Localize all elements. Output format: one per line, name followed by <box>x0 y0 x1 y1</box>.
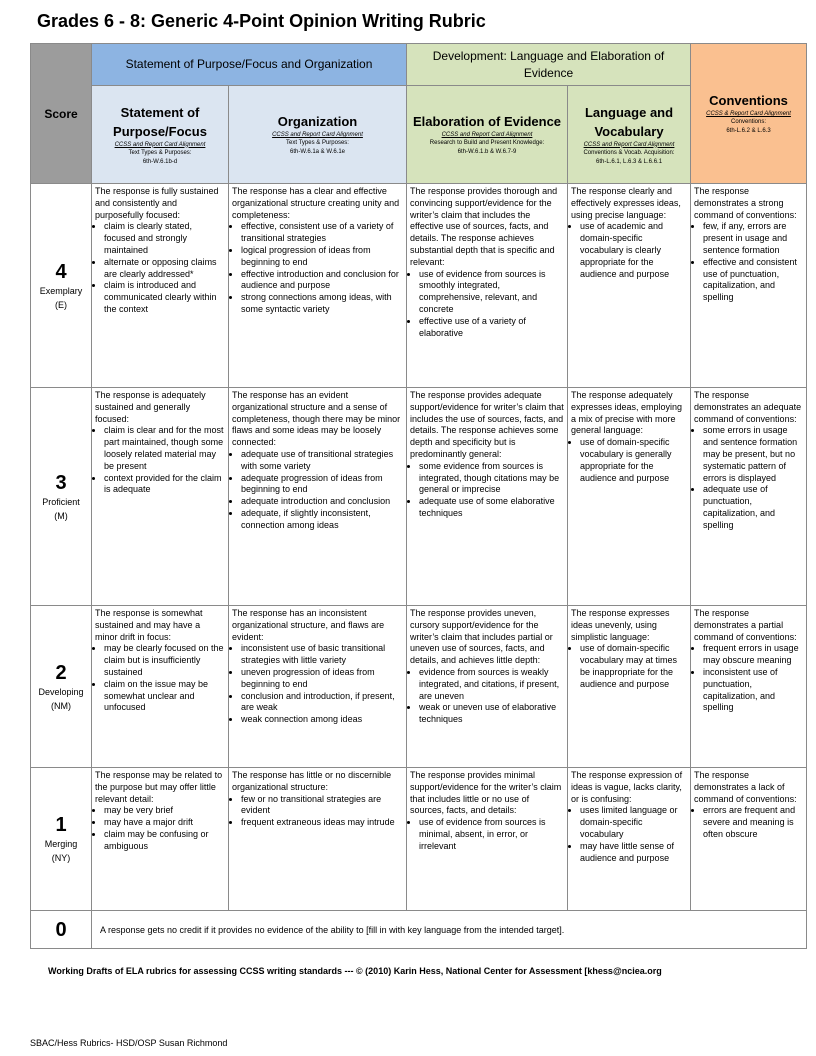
descriptor-bullet: • frequent extraneous ideas may intrude <box>241 817 403 829</box>
descriptor-bullet: • effective use of a variety of elaborative <box>419 316 564 340</box>
subheader-title: Statement of Purpose/Focus <box>113 104 207 139</box>
descriptor-intro: The response demonstrates a strong command of conventions: <box>694 186 797 220</box>
descriptor-intro: The response demonstrates a lack of command of conventions: <box>694 770 797 804</box>
subheader-organization <box>229 86 407 184</box>
score-row-3 <box>31 388 807 606</box>
score-code: (NM) <box>51 700 71 711</box>
subheader-alignment: CCSS and Report Card Alignment <box>272 132 363 138</box>
subheader-standards: 6th-L.6.1, L.6.3 & L.6.6.1 <box>595 158 663 165</box>
score-number: 2 <box>55 661 67 684</box>
descriptor-bullet: • use of domain-specific vocabulary may at times be inappropriate for the audience and purpose <box>580 643 687 690</box>
descriptor-elaboration <box>407 388 568 606</box>
score-cell <box>31 768 92 911</box>
descriptor-bullet: • evidence from sources is weakly integrated, and citations, if present, are uneven <box>419 667 564 702</box>
descriptor-bullets <box>571 221 687 280</box>
descriptor-bullet: • conclusion and introduction, if present, are weak <box>241 691 403 715</box>
descriptor-intro: The response provides minimal support/evidence for the writer’s claim that includes little or no use of sources, facts, and details: <box>410 770 562 816</box>
descriptor-bullet: • claim is introduced and communicated clearly within the context <box>104 280 225 315</box>
descriptor-organization <box>229 606 407 768</box>
descriptor-organization <box>229 388 407 606</box>
descriptor-intro: The response has an inconsistent organizational structure, and flaws are evident: <box>232 608 385 642</box>
subheader-title: Elaboration of Evidence <box>412 114 562 129</box>
descriptor-bullet: • weak or uneven use of elaborative techniques <box>419 702 564 726</box>
footer-credit: SBAC/Hess Rubrics- HSD/OSP Susan Richmond <box>30 1038 228 1048</box>
descriptor-bullet: • alternate or opposing claims are clearly addressed* <box>104 257 225 281</box>
descriptor-bullet: • few, if any, errors are present in usage and sentence formation <box>703 221 803 256</box>
descriptor-bullet: • some errors in usage and sentence formation may be present, but no systematic pattern of errors is displayed <box>703 425 803 484</box>
score-number: 1 <box>55 814 67 836</box>
descriptor-intro: The response has a clear and effective organizational structure creating unity and completeness: <box>232 186 400 220</box>
descriptor-bullet: • uses limited language or domain-specific vocabulary <box>580 805 687 840</box>
descriptor-bullets <box>95 221 225 315</box>
score-code: (M) <box>54 510 68 521</box>
descriptor-conventions <box>691 388 807 606</box>
descriptor-bullets <box>232 449 403 532</box>
descriptor-bullet: • adequate, if slightly inconsistent, connection among ideas <box>241 508 403 532</box>
conventions-standards: 6th-L.6.2 & L.6.3 <box>726 128 771 134</box>
descriptor-bullet: • some evidence from sources is integrated, though citations may be general or imprecise <box>419 461 564 496</box>
descriptor-elaboration <box>407 768 568 911</box>
descriptor-language-vocabulary <box>568 606 691 768</box>
descriptor-bullet: • use of academic and domain-specific vocabulary is clearly appropriate for the audience and purpose <box>580 221 687 280</box>
descriptor-bullet: • frequent errors in usage may obscure meaning <box>703 643 803 667</box>
subheader-purpose-focus <box>92 86 229 184</box>
score-cell <box>31 911 92 949</box>
subheader-standards: 6th-W.6.1.b & W.6.7-9 <box>457 149 517 155</box>
descriptor-bullet: • claim on the issue may be somewhat unclear and unfocused <box>104 679 225 714</box>
descriptor-bullet: • effective, consistent use of a variety of transitional strategies <box>241 221 403 245</box>
subheader-standards: 6th-W.6.1b-d <box>142 158 178 165</box>
descriptor-bullets <box>232 794 403 829</box>
score-number: 4 <box>55 260 67 283</box>
conventions-title: Conventions <box>709 93 788 108</box>
descriptor-bullets <box>571 643 687 690</box>
score-row-1 <box>31 768 807 911</box>
descriptor-intro: The response is adequately sustained and generally focused: <box>95 390 206 424</box>
score-header: Score <box>31 44 92 184</box>
subheader-standards-label: Text Types & Purposes: <box>286 140 349 146</box>
footer-citation: Working Drafts of ELA rubrics for assessing CCSS writing standards --- © (2010) Karin Hess, National Center for Assessment [khess@nciea.org <box>48 966 662 976</box>
descriptor-bullet: • adequate use of some elaborative techniques <box>419 496 564 520</box>
descriptor-bullets <box>410 667 564 726</box>
score-cell <box>31 606 92 768</box>
descriptor-conventions <box>691 184 807 388</box>
descriptor-organization <box>229 768 407 911</box>
descriptor-purpose-focus <box>92 606 229 768</box>
descriptor-bullet: • use of evidence from sources is minimal, absent, in error, or irrelevant <box>419 817 564 852</box>
descriptor-purpose-focus <box>92 768 229 911</box>
descriptor-intro: The response demonstrates a partial command of conventions: <box>694 608 797 642</box>
descriptor-language-vocabulary <box>568 768 691 911</box>
subheader-alignment: CCSS and Report Card Alignment <box>583 141 675 148</box>
subheader-title: Organization <box>277 114 358 129</box>
score-cell <box>31 388 92 606</box>
descriptor-bullet: • claim is clearly stated, focused and strongly maintained <box>104 221 225 256</box>
descriptor-bullet: • may be very brief <box>104 805 225 817</box>
descriptor-elaboration <box>407 606 568 768</box>
descriptor-bullet: • adequate use of punctuation, capitalization, and spelling <box>703 484 803 531</box>
descriptor-intro: The response clearly and effectively expresses ideas, using precise language: <box>571 186 681 220</box>
descriptor-bullets <box>694 805 803 840</box>
descriptor-bullets <box>95 805 225 852</box>
descriptor-bullet: • may have little sense of audience and purpose <box>580 841 687 865</box>
descriptor-bullets <box>410 461 564 520</box>
descriptor-bullet: • strong connections among ideas, with some syntactic variety <box>241 292 403 316</box>
descriptor-bullets <box>694 221 803 304</box>
subheader-elaboration <box>407 86 568 184</box>
descriptor-bullets <box>232 221 403 315</box>
descriptor-intro: The response has little or no discernible organizational structure: <box>232 770 392 792</box>
score-label: Exemplary <box>39 285 83 296</box>
descriptor-purpose-focus <box>92 388 229 606</box>
rubric-table <box>30 43 807 949</box>
score-code: (NY) <box>51 853 71 863</box>
descriptor-bullets <box>232 643 403 726</box>
descriptor-intro: The response is fully sustained and consistently and purposefully focused: <box>95 186 219 220</box>
descriptor-bullet: • context provided for the claim is adequate <box>104 473 225 497</box>
descriptor-bullet: • inconsistent use of punctuation, capitalization, and spelling <box>703 667 803 714</box>
descriptor-bullet: • effective and consistent use of punctuation, capitalization, and spelling <box>703 257 803 304</box>
subheader-title: Language and Vocabulary <box>584 104 674 139</box>
descriptor-intro: The response provides thorough and convincing support/evidence for the writer’s claim that includes the effective use of sources, facts, and details. The response achieves substantial depth that is specific and relevant: <box>410 186 558 267</box>
descriptor-purpose-focus <box>92 184 229 388</box>
descriptor-bullet: • may have a major drift <box>104 817 225 829</box>
score-label: Proficient <box>42 496 80 507</box>
descriptor-conventions <box>691 768 807 911</box>
descriptor-bullet: • adequate introduction and conclusion <box>241 496 403 508</box>
score-row-4 <box>31 184 807 388</box>
descriptor-intro: The response has an evident organizational structure and a sense of completeness, though there may be minor flaws and some ideas may be loosely connected: <box>232 390 401 448</box>
score-cell <box>31 184 92 388</box>
descriptor-bullet: • use of domain-specific vocabulary is generally appropriate for the audience and purpose <box>580 437 687 484</box>
score-number: 0 <box>55 918 67 941</box>
score-label: Merging <box>44 839 78 849</box>
descriptor-bullets <box>571 437 687 484</box>
descriptor-bullets <box>410 269 564 340</box>
subheader-alignment: CCSS and Report Card Alignment <box>441 132 533 138</box>
descriptor-bullet: • errors are frequent and severe and meaning is often obscure <box>703 805 803 840</box>
descriptor-bullet: • adequate progression of ideas from beginning to end <box>241 473 403 497</box>
descriptor-bullet: • may be clearly focused on the claim but is insufficiently sustained <box>104 643 225 678</box>
descriptor-bullets <box>95 643 225 714</box>
descriptor-language-vocabulary <box>568 184 691 388</box>
score-label: Developing <box>38 686 84 697</box>
score-number: 3 <box>55 471 67 494</box>
descriptor-bullet: • logical progression of ideas from beginning to end <box>241 245 403 269</box>
rubric-body <box>31 184 807 911</box>
group-header-purpose-organization: Statement of Purpose/Focus and Organization <box>92 44 407 86</box>
descriptor-intro: The response demonstrates an adequate command of conventions: <box>694 390 802 424</box>
descriptor-language-vocabulary <box>568 388 691 606</box>
descriptor-bullet: • uneven progression of ideas from beginning to end <box>241 667 403 691</box>
descriptor-conventions <box>691 606 807 768</box>
score-code: (E) <box>55 299 67 310</box>
descriptor-intro: The response provides adequate support/evidence for writer’s claim that includes the use of sources, facts, and details. The response achieves some depth and specificity but is predominantly general: <box>410 390 564 459</box>
descriptor-organization <box>229 184 407 388</box>
subheader-alignment: CCSS and Report Card Alignment <box>114 141 206 148</box>
descriptor-bullets <box>95 425 225 496</box>
descriptor-intro: The response adequately expresses ideas, employing a mix of precise with more general language: <box>571 390 683 436</box>
descriptor-bullet: • few or no transitional strategies are evident <box>241 794 403 818</box>
descriptor-bullet: • use of evidence from sources is smoothly integrated, comprehensive, relevant, and concrete <box>419 269 564 316</box>
descriptor-intro: The response expression of ideas is vague, lacks clarity, or is confusing: <box>571 770 683 804</box>
conventions-standards-label: Conventions: <box>731 119 767 125</box>
conventions-alignment: CCSS & Report Card Alignment <box>706 111 791 117</box>
no-credit-text: A response gets no credit if it provides no evidence of the ability to [fill in with key language from the intended target]. <box>92 911 807 949</box>
descriptor-elaboration <box>407 184 568 388</box>
subheader-standards-label: Research to Build and Present Knowledge: <box>429 140 545 146</box>
descriptor-bullets <box>410 817 564 852</box>
descriptor-bullet: • claim is clear and for the most part maintained, though some loosely related material may be present <box>104 425 225 472</box>
subheader-language-vocabulary <box>568 86 691 184</box>
score-row-2 <box>31 606 807 768</box>
descriptor-bullet: • adequate use of transitional strategies with some variety <box>241 449 403 473</box>
group-header-development: Development: Language and Elaboration of Evidence <box>407 44 691 86</box>
descriptor-bullet: • weak connection among ideas <box>241 714 403 726</box>
descriptor-bullet: • effective introduction and conclusion for audience and purpose <box>241 269 403 293</box>
subheader-standards-label: Conventions & Vocab. Acquisition: <box>583 149 675 156</box>
descriptor-bullet: • claim may be confusing or ambiguous <box>104 829 225 853</box>
descriptor-bullets <box>694 425 803 531</box>
descriptor-bullet: • inconsistent use of basic transitional strategies with little variety <box>241 643 403 667</box>
score-row-0 <box>31 911 807 949</box>
conventions-header <box>691 44 807 184</box>
descriptor-intro: The response may be related to the purpose but may offer little relevant detail: <box>95 770 223 804</box>
descriptor-intro: The response provides uneven, cursory support/evidence for the writer’s claim that includes partial or uneven use of sources, facts, and details, and achieves little depth: <box>410 608 553 666</box>
descriptor-intro: The response is somewhat sustained and may have a minor drift in focus: <box>95 608 203 642</box>
descriptor-intro: The response expresses ideas unevenly, using simplistic language: <box>571 608 670 642</box>
descriptor-bullets <box>694 643 803 714</box>
page-title: Grades 6 - 8: Generic 4-Point Opinion Writing Rubric <box>37 11 486 31</box>
descriptor-bullets <box>571 805 687 864</box>
subheader-standards-label: Text Types & Purposes: <box>128 149 192 156</box>
subheader-standards: 6th-W.6.1a & W.6.1e <box>289 149 346 155</box>
